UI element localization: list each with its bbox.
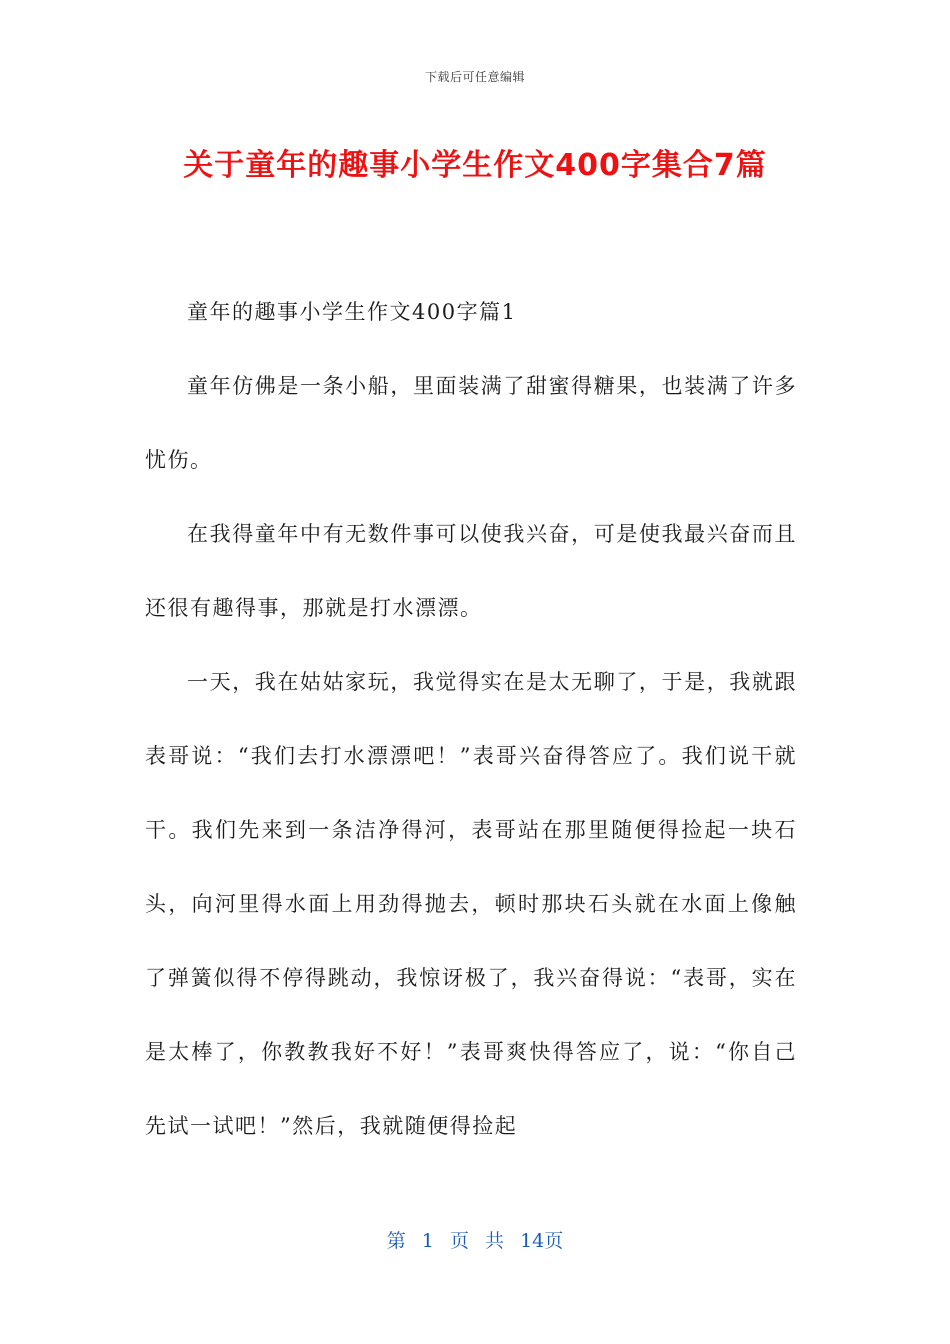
paragraph-1: 童年仿佛是一条小船，里面装满了甜蜜得糖果，也装满了许多忧伤。	[145, 374, 797, 472]
document-title: 关于童年的趣事小学生作文400字集合7篇	[183, 148, 767, 183]
paragraph-3: 一天，我在姑姑家玩，我觉得实在是太无聊了，于是，我就跟表哥说：“我们去打水漂漂吧！”表哥兴奋得答应了。我们说干就干。我们先来到一条洁净得河，表哥站在那里随便得捡起一块石头，向河里得水面上用劲得抛去，顿时那块石头就在水面上像触了弹簧似得不停得跳动，我惊讶极了，我兴奋得说：“表哥，实在是太棒了，你教教我好不好！”表哥爽快得答应了，说：“你自己先试一试吧！”然后，我就随便得捡起	[145, 670, 797, 1138]
footer-total-pages: 14页	[520, 1230, 564, 1252]
header-note: 下载后可任意编辑	[424, 70, 525, 84]
footer-current-page: 1	[421, 1230, 434, 1252]
footer-page-word: 页	[449, 1230, 469, 1252]
page-footer	[0, 1226, 950, 1253]
document-body	[145, 275, 797, 1163]
paragraph-2: 在我得童年中有无数件事可以使我兴奋，可是使我最兴奋而且还很有趣得事，那就是打水漂漂。	[145, 522, 797, 620]
section-heading: 童年的趣事小学生作文400字篇1	[187, 300, 517, 324]
footer-prefix: 第	[386, 1230, 406, 1252]
footer-total-word: 共	[485, 1230, 505, 1252]
